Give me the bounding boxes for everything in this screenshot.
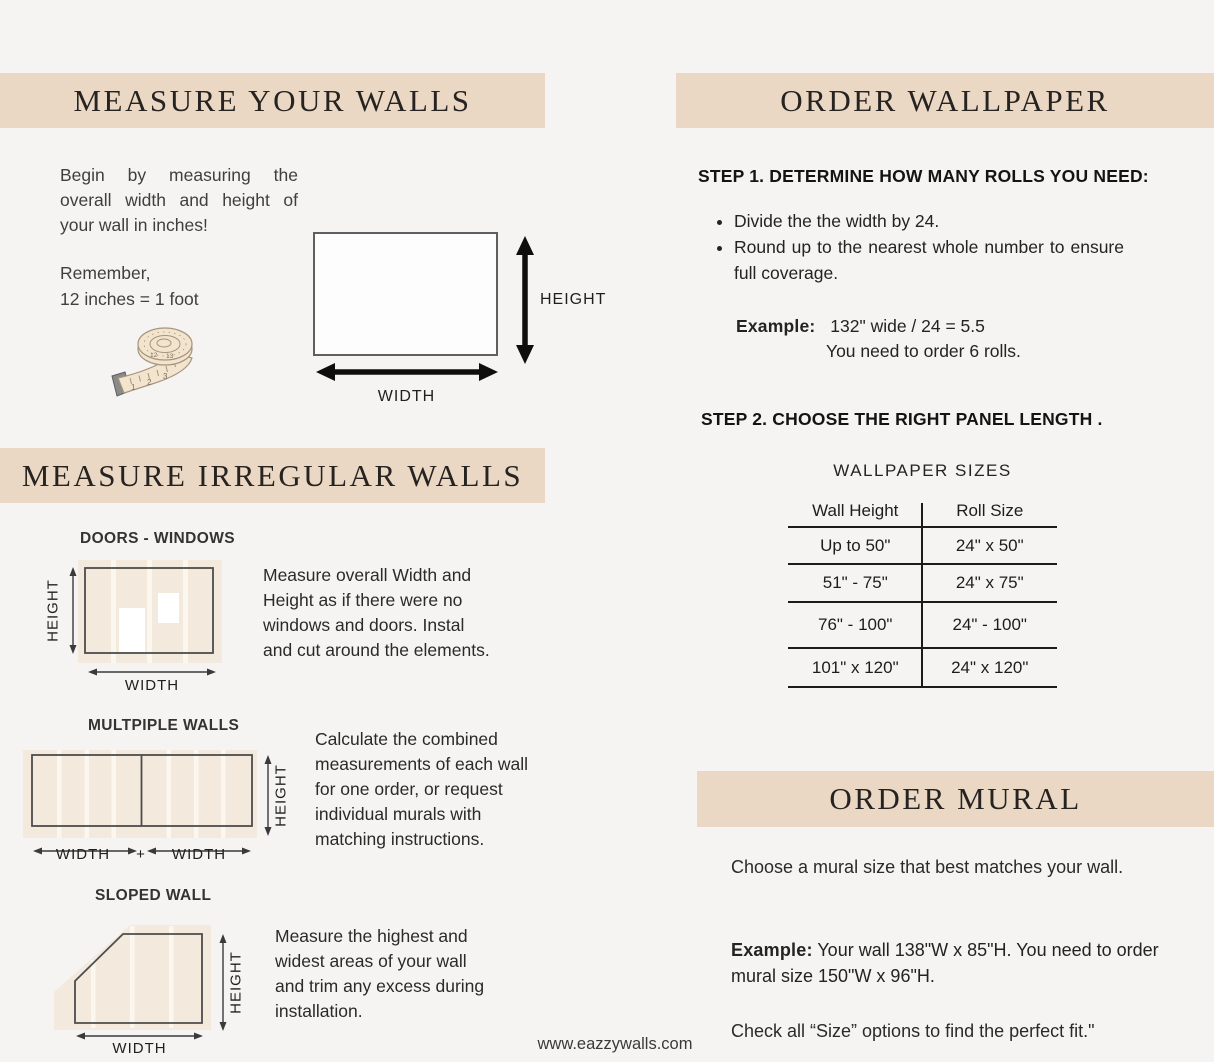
- main-height-label: HEIGHT: [540, 291, 607, 308]
- mural-example: [731, 937, 1191, 989]
- tape-measure-icon: [108, 318, 213, 406]
- wall-diagram: [310, 228, 540, 388]
- cell-roll-size: 24" - 100": [952, 615, 1027, 634]
- order-mural-title: ORDER MURAL: [829, 781, 1082, 816]
- measure-walls-intro: Begin by measuring the overall width and height of your wall in inches!: [60, 165, 298, 235]
- col-roll-size: Roll Size: [956, 500, 1024, 520]
- measure-walls-title: MEASURE YOUR WALLS: [73, 82, 472, 118]
- bullet-round-up: • Round up to the nearest whole number to ensure full coverage.: [734, 234, 1124, 286]
- order-mural-header-bar: [697, 771, 1214, 827]
- doors-height-label: HEIGHT: [44, 579, 62, 642]
- step1-bullet-list: [712, 208, 1124, 286]
- mural-example-text: Your wall 138"W x 85"H. You need to order mural size 150"W x 96"H.: [731, 940, 1159, 986]
- svg-text:13: 13: [166, 353, 174, 360]
- multiple-height-label: HEIGHT: [272, 764, 290, 827]
- svg-text:1: 1: [131, 383, 136, 392]
- multiple-walls-text: Calculate the combined measurements of each wall for one order, or request individual murals with matching instructions.: [315, 729, 529, 849]
- sloped-height-label: HEIGHT: [227, 951, 245, 1014]
- cell-roll-size: 24" x 75": [955, 573, 1024, 592]
- cell-wall-height: 101" x 120": [811, 657, 899, 677]
- remember-line1: Remember,: [60, 263, 151, 283]
- cell-wall-height: Up to 50": [820, 535, 891, 555]
- mural-check-text: Check all “Size” options to find the perfect fit.": [731, 1021, 1095, 1041]
- step2-heading: STEP 2. CHOOSE THE RIGHT PANEL LENGTH .: [701, 409, 1103, 429]
- rolls-example: [736, 314, 1021, 364]
- multiple-walls-diagram: [20, 743, 305, 861]
- multiple-width-label-right: WIDTH: [171, 846, 227, 863]
- remember-line2: 12 inches = 1 foot: [60, 289, 199, 309]
- step1-heading: STEP 1. DETERMINE HOW MANY ROLLS YOU NEED:: [698, 166, 1149, 186]
- svg-text:12: 12: [150, 352, 158, 359]
- irregular-walls-header-bar: [0, 448, 545, 503]
- doors-windows-heading: DOORS - WINDOWS: [80, 530, 235, 547]
- rolls-example-line2: You need to order 6 rolls.: [826, 341, 1021, 361]
- order-wallpaper-title: ORDER WALLPAPER: [780, 82, 1110, 118]
- website-url: www.eazzywalls.com: [537, 1035, 693, 1053]
- measure-walls-header-bar: [0, 73, 545, 128]
- rolls-example-label: Example:: [736, 316, 816, 336]
- col-wall-height: Wall Height: [812, 500, 899, 520]
- cell-wall-height: 51" - 75": [822, 573, 888, 592]
- doors-windows-text: Measure overall Width and Height as if there were no windows and doors. Instal and cut around the elements.: [263, 565, 490, 660]
- mural-example-label: Example:: [731, 940, 813, 960]
- doors-width-label: WIDTH: [124, 677, 180, 694]
- multiple-plus-sign: +: [136, 846, 146, 863]
- table-column-divider: [921, 503, 923, 688]
- mural-intro: Choose a mural size that best matches your wall.: [731, 857, 1124, 877]
- wallpaper-sizes-table: [788, 495, 1057, 688]
- multiple-walls-heading: MULTPIPLE WALLS: [88, 717, 240, 734]
- sloped-wall-diagram: [50, 920, 255, 1042]
- cell-roll-size: 24" x 50": [955, 535, 1024, 555]
- cell-wall-height: 76" - 100": [818, 615, 893, 634]
- main-width-label: WIDTH: [377, 388, 436, 405]
- sloped-width-label: WIDTH: [112, 1040, 167, 1057]
- multiple-width-label-left: WIDTH: [55, 846, 111, 863]
- bullet-divide: • Divide the the width by 24.: [734, 208, 1124, 234]
- svg-text:2: 2: [147, 378, 152, 387]
- rolls-example-line1: 132" wide / 24 = 5.5: [830, 316, 985, 336]
- sloped-wall-text: Measure the highest and widest areas of your wall and trim any excess during installation.: [275, 926, 485, 1021]
- irregular-walls-title: MEASURE IRREGULAR WALLS: [21, 457, 524, 493]
- order-wallpaper-header-bar: [676, 73, 1214, 128]
- cell-roll-size: 24" x 120": [951, 657, 1029, 677]
- sloped-wall-heading: SLOPED WALL: [95, 887, 212, 904]
- wallpaper-sizes-title: WALLPAPER SIZES: [833, 461, 1012, 480]
- svg-text:3: 3: [163, 372, 168, 381]
- doors-windows-diagram: [45, 558, 225, 680]
